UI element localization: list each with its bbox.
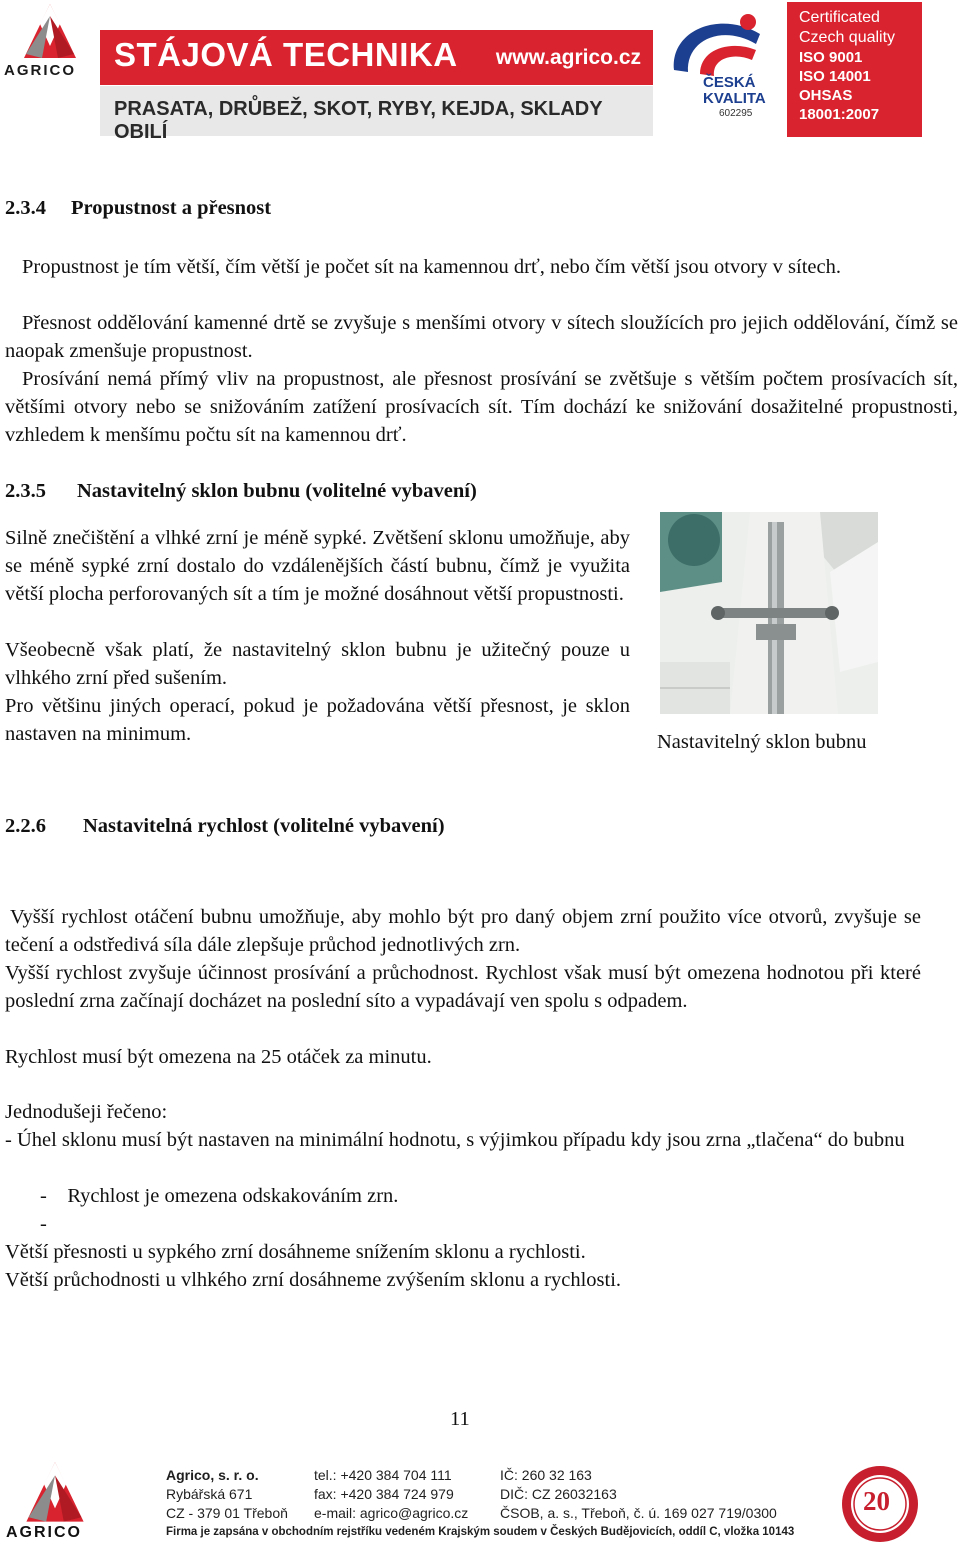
section-heading-235 bbox=[5, 477, 477, 505]
footer-logo-wordmark: AGRICO bbox=[6, 1524, 82, 1541]
footer-registration bbox=[500, 1466, 777, 1523]
drum-tilt-photo bbox=[660, 512, 878, 714]
agrico-logo bbox=[0, 2, 100, 82]
section-title: Nastavitelná rychlost (volitelné vybavení) bbox=[83, 815, 445, 837]
section-number: 2.2.6 bbox=[5, 815, 46, 837]
cert-line: Czech quality bbox=[799, 29, 896, 46]
conclusion-line: Větší přesnosti u sypkého zrní dosáhneme snížením sklonu a rychlosti. bbox=[5, 1241, 586, 1263]
agrico-emblem-icon bbox=[0, 2, 100, 62]
section-heading-226 bbox=[5, 812, 445, 840]
footer-contact bbox=[314, 1466, 468, 1523]
dic: DIČ: CZ 26032163 bbox=[500, 1486, 617, 1502]
bullet-item: - Úhel sklonu musí být nastaven na minimální hodnotu, s výjimkou případu kdy jsou zrna „tlačena“ do bubnu bbox=[5, 1129, 905, 1151]
paragraph: Propustnost je tím větší, čím větší je počet sít na kamennou drť, nebo čím větší jsou otvory v sítech. bbox=[22, 256, 841, 278]
kvalita-number: 602295 bbox=[719, 108, 753, 119]
city: CZ - 379 01 Třeboň bbox=[166, 1505, 288, 1521]
banner-title: STÁJOVÁ TECHNIKA bbox=[114, 36, 458, 73]
photo-caption: Nastavitelný sklon bubnu bbox=[657, 731, 867, 753]
bullet-item: - bbox=[40, 1213, 47, 1235]
section-title: Propustnost a přesnost bbox=[71, 197, 272, 219]
street: Rybářská 671 bbox=[166, 1486, 253, 1502]
conclusion-line: Větší průchodnosti u vlhkého zrní dosáhneme zvýšením sklonu a rychlosti. bbox=[5, 1269, 622, 1291]
cert-line: ISO 14001 bbox=[799, 68, 871, 85]
cert-line: Certificated bbox=[799, 9, 880, 26]
kvalita-label bbox=[703, 75, 766, 107]
kvalita-line-2: KVALITA bbox=[703, 90, 766, 107]
agrico-emblem-icon bbox=[0, 1460, 110, 1526]
paragraph: Vyšší rychlost zvyšuje účinnost prosívání a průchodnost. Rychlost však musí být omezena hodnotou při které poslední zrna začínají docházet na poslední síto a vypadávají ven spolu s odpadem. bbox=[5, 962, 921, 1012]
paragraph: Prosívání nemá přímý vliv na propustnost, ale přesnost prosívání se zvětšuje s větším počtem prosívacích sít, většími otvory nebo se snižováním zatížení prosívacích sít. Tím dochází ke snižování dosažitelné propustnosti, vzhledem k menšímu počtu sít na kamennou drť. bbox=[5, 368, 958, 446]
ico: IČ: 260 32 163 bbox=[500, 1467, 592, 1483]
paragraph: Silně znečištění a vlhké zrní je méně sypké. Zvětšení sklonu umožňuje, aby se méně sypké zrní dostalo do vzdálenějších částí bubnu, čímž je využita větší plocha perforovaných sít a tím je možné dosáhnout větší propustnosti. bbox=[5, 527, 630, 605]
banner-url: www.agrico.cz bbox=[495, 46, 641, 69]
cert-line: 18001:2007 bbox=[799, 106, 880, 123]
kvalita-line-1: ČESKÁ bbox=[703, 74, 756, 91]
summary-label: Jednodušeji řečeno: bbox=[5, 1101, 168, 1123]
register-note: Firma je zapsána v obchodním rejstříku vedeném Krajským soudem v Českých Budějovicích, oddíl C, vložka 10143 bbox=[166, 1526, 795, 1538]
fax: fax: +420 384 724 979 bbox=[314, 1486, 454, 1502]
certification-badge bbox=[787, 2, 922, 137]
section-number: 2.3.4 bbox=[5, 197, 46, 219]
bullet-item: - Rychlost je omezena odskakováním zrn. bbox=[40, 1185, 399, 1207]
logo-wordmark: AGRICO bbox=[4, 62, 76, 79]
company-name: Agrico, s. r. o. bbox=[166, 1467, 259, 1483]
seal-number: 20 bbox=[863, 1486, 890, 1516]
paragraph: Přesnost oddělování kamenné drtě se zvyšuje s menšími otvory v sítech sloužících pro jejich oddělování, čímž se naopak zmenšuje propustnost. bbox=[5, 312, 958, 362]
paragraph: Rychlost musí být omezena na 25 otáček za minutu. bbox=[5, 1046, 432, 1068]
phone: tel.: +420 384 704 111 bbox=[314, 1467, 452, 1483]
cert-line: OHSAS bbox=[799, 87, 853, 104]
banner-subtitle: PRASATA, DRŮBEŽ, SKOT, RYBY, KEJDA, SKLADY OBILÍ bbox=[114, 98, 603, 143]
section-heading-234 bbox=[5, 194, 271, 222]
section-number: 2.3.5 bbox=[5, 480, 46, 502]
bank-account: ČSOB, a. s., Třeboň, č. ú. 169 027 719/0300 bbox=[500, 1505, 777, 1521]
paragraph: Pro většinu jiných operací, pokud je požadována větší přesnost, je sklon nastaven na minimum. bbox=[5, 695, 630, 745]
footer-logo bbox=[0, 1460, 110, 1548]
cert-line: ISO 9001 bbox=[799, 49, 863, 66]
paragraph: Všeobecně však platí, že nastavitelný sklon bubnu je užitečný pouze u vlhkého zrní před sušením. bbox=[5, 639, 630, 689]
drum-tilt-illustration bbox=[660, 512, 878, 714]
page-number: 11 bbox=[450, 1408, 470, 1430]
section-title: Nastavitelný sklon bubnu (volitelné vybavení) bbox=[77, 480, 477, 502]
paragraph: Vyšší rychlost otáčení bubnu umožňuje, aby mohlo být pro daný objem zrní použito více otvorů, zvyšuje se tečení a odstředivá síla dále zlepšuje průchod jednotlivých zrn. bbox=[5, 906, 921, 956]
footer-address bbox=[166, 1466, 288, 1523]
banner-subtitle-bar bbox=[100, 86, 653, 143]
banner-title-bar bbox=[100, 30, 653, 85]
page-header bbox=[0, 0, 960, 143]
email-link[interactable]: e-mail: agrico@agrico.cz bbox=[314, 1505, 469, 1521]
